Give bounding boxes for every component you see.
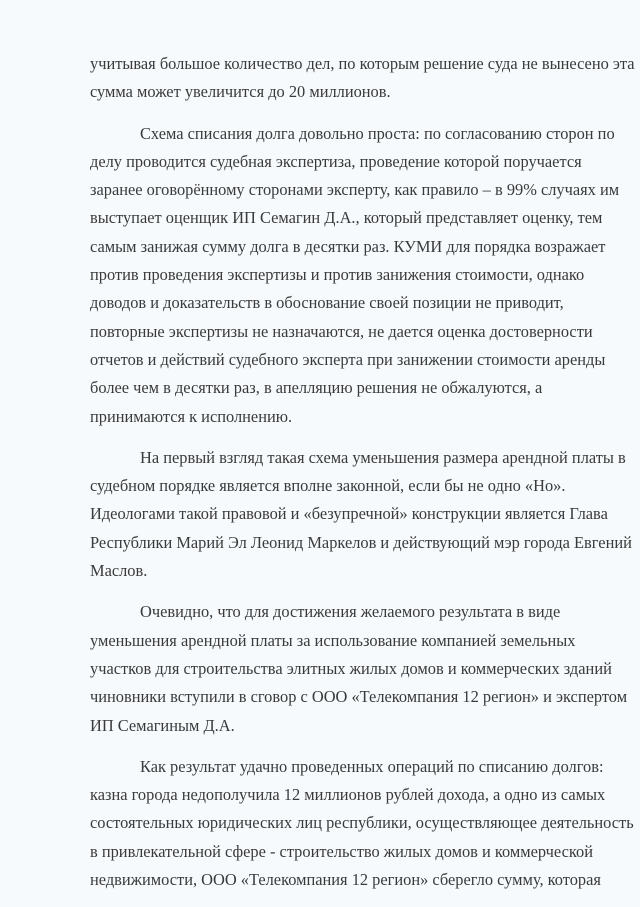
text-line: участков для строительства элитных жилых домов и коммерческих зданий <box>90 658 612 678</box>
paragraph <box>90 444 632 585</box>
text-line: более чем в десятки раз, в апелляцию решения не обжалуются, а <box>90 378 543 398</box>
text-line: сумма может увеличится до 20 миллионов. <box>90 82 391 102</box>
text-line: делу проводится судебная экспертиза, проведение которой поручается <box>90 151 582 171</box>
text-line: заранее оговорённому сторонами эксперту, как правило – в 99% случаях им <box>90 180 620 200</box>
text-line: судебном порядке является вполне законной, если бы не одно «Но». <box>90 476 566 496</box>
text-line: отчетов и действий судебного эксперта при занижении стоимости аренды <box>90 349 606 369</box>
text-line: недвижимости, ООО «Телекомпания 12 регион» сберегло сумму, которая <box>90 870 601 890</box>
text-line: Очевидно, что для достижения желаемого результата в виде <box>140 602 561 622</box>
text-line: состоятельных юридических лиц республики, осуществляющее деятельность <box>90 813 634 833</box>
paragraph <box>90 50 635 107</box>
text-line: Идеологами такой правовой и «безупречной» конструкции является Глава <box>90 504 608 524</box>
text-line: уменьшения арендной платы за использование компанией земельных <box>90 630 576 650</box>
paragraph <box>90 753 634 894</box>
text-line: ИП Семагиным Д.А. <box>90 715 235 735</box>
text-line: казна города недополучила 12 миллионов рублей дохода, а одно из самых <box>90 785 606 805</box>
text-line: учитывая большое количество дел, по которым решение суда не вынесено эта <box>90 54 635 73</box>
paragraph <box>90 598 628 739</box>
text-line: принимаются к исполнению. <box>90 406 293 426</box>
paragraph <box>90 120 620 431</box>
text-line: доводов и доказательств в обоснование своей позиции не приводит, <box>90 293 564 313</box>
text-line: Маслов. <box>90 561 148 581</box>
text-line: На первый взгляд такая схема уменьшения размера арендной платы в <box>140 447 626 467</box>
text-line: выступает оценщик ИП Семагин Д.А., который представляет оценку, тем <box>90 208 603 228</box>
text-line: в привлекательной сфере - строительство жилых домов и коммерческой <box>90 841 593 861</box>
text-line: Схема списания долга довольно проста: по согласованию сторон по <box>140 123 615 143</box>
text-line: чиновники вступили в сговор с ООО «Телекомпания 12 регион» и экспертом <box>90 687 628 707</box>
text-line: повторные экспертизы не назначаются, не дается оценка достоверности <box>90 321 593 341</box>
text-line: Как результат удачно проведенных операций по списанию долгов: <box>140 756 604 776</box>
text-line: самым занижая сумму долга в десятки раз. КУМИ для порядка возражает <box>90 236 606 256</box>
text-line: Республики Марий Эл Леонид Маркелов и действующий мэр города Евгений <box>90 532 632 552</box>
document-page <box>90 50 635 907</box>
text-line: против проведения экспертизы и против занижения стоимости, однако <box>90 265 585 285</box>
